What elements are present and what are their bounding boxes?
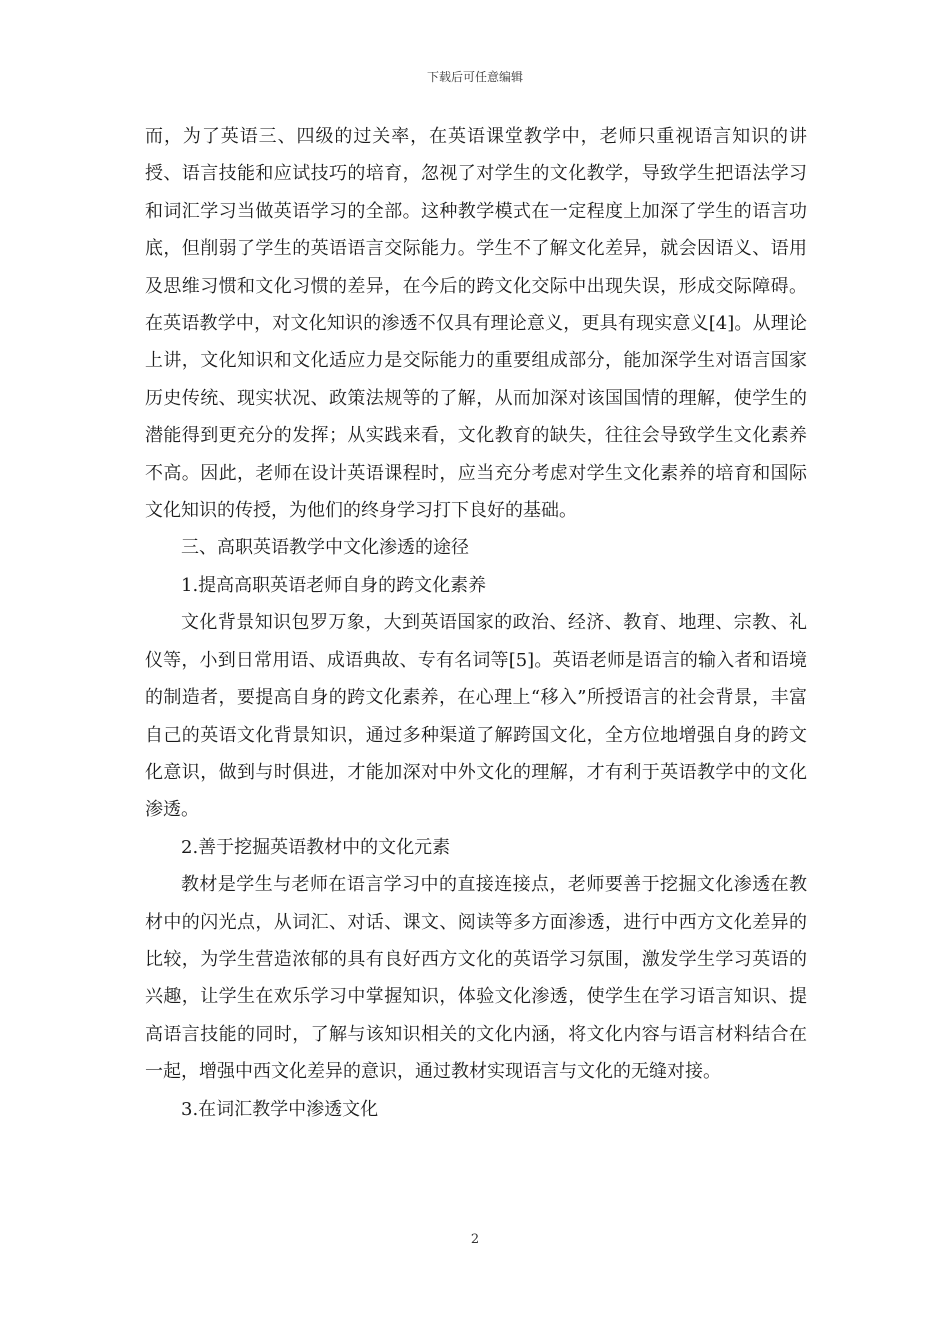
header-note: 下载后可任意编辑 xyxy=(426,70,523,84)
page-number: 2 xyxy=(470,1232,480,1247)
subheading-3: 3.在词汇教学中渗透文化 xyxy=(181,1098,379,1120)
section-heading-3: 三、高职英语教学中文化渗透的途径 xyxy=(181,537,469,559)
paragraph-continued: 而，为了英语三、四级的过关率，在英语课堂教学中，老师只重视语言知识的讲授、语言技能和应试技巧的培育，忽视了对学生的文化教学，导致学生把语法学习和词汇学习当做英语学习的全部。这种教学模式在一定程度上加深了学生的语言功底，但削弱了学生的英语语言交际能力。学生不了解文化差异，就会因语义、语用及思维习惯和文化习惯的差异，在今后的跨文化交际中出现失误，形成交际障碍。在英语教学中，对文化知识的渗透不仅具有理论意义，更具有现实意义[4]。从理论上讲，文化知识和文化适应力是交际能力的重要组成部分，能加深学生对语言国家历史传统、现实状况、政策法规等的了解，从而加深对该国国情的理解，使学生的潜能得到更充分的发挥；从实践来看，文化教育的缺失，往往会导致学生文化素养不高。因此，老师在设计英语课程时，应当充分考虑对学生文化素养的培育和国际文化知识的传授，为他们的终身学习打下良好的基础。 xyxy=(145,126,807,522)
subheading-1: 1.提高高职英语老师自身的跨文化素养 xyxy=(181,574,487,596)
subheading-2: 2.善于挖掘英语教材中的文化元素 xyxy=(181,836,451,858)
document-body xyxy=(145,118,807,1128)
paragraph-textbook: 教材是学生与老师在语言学习中的直接连接点，老师要善于挖掘文化渗透在教材中的闪光点，从词汇、对话、课文、阅读等多方面渗透，进行中西方文化差异的比较，为学生营造浓郁的具有良好西方文化的英语学习氛围，激发学生学习英语的兴趣，让学生在欢乐学习中掌握知识，体验文化渗透，使学生在学习语言知识、提高语言技能的同时，了解与该知识相关的文化内涵，将文化内容与语言材料结合在一起，增强中西文化差异的意识，通过教材实现语言与文化的无缝对接。 xyxy=(145,874,807,1083)
paragraph-cultural-knowledge: 文化背景知识包罗万象，大到英语国家的政治、经济、教育、地理、宗教、礼仪等，小到日常用语、成语典故、专有名词等[5]。英语老师是语言的输入者和语境的制造者，要提高自身的跨文化素养，在心理上“移入”所授语言的社会背景，丰富自己的英语文化背景知识，通过多种渠道了解跨国文化，全方位地增强自身的跨文化意识，做到与时俱进，才能加深对中外文化的理解，才有利于英语教学中的文化渗透。 xyxy=(145,612,807,821)
